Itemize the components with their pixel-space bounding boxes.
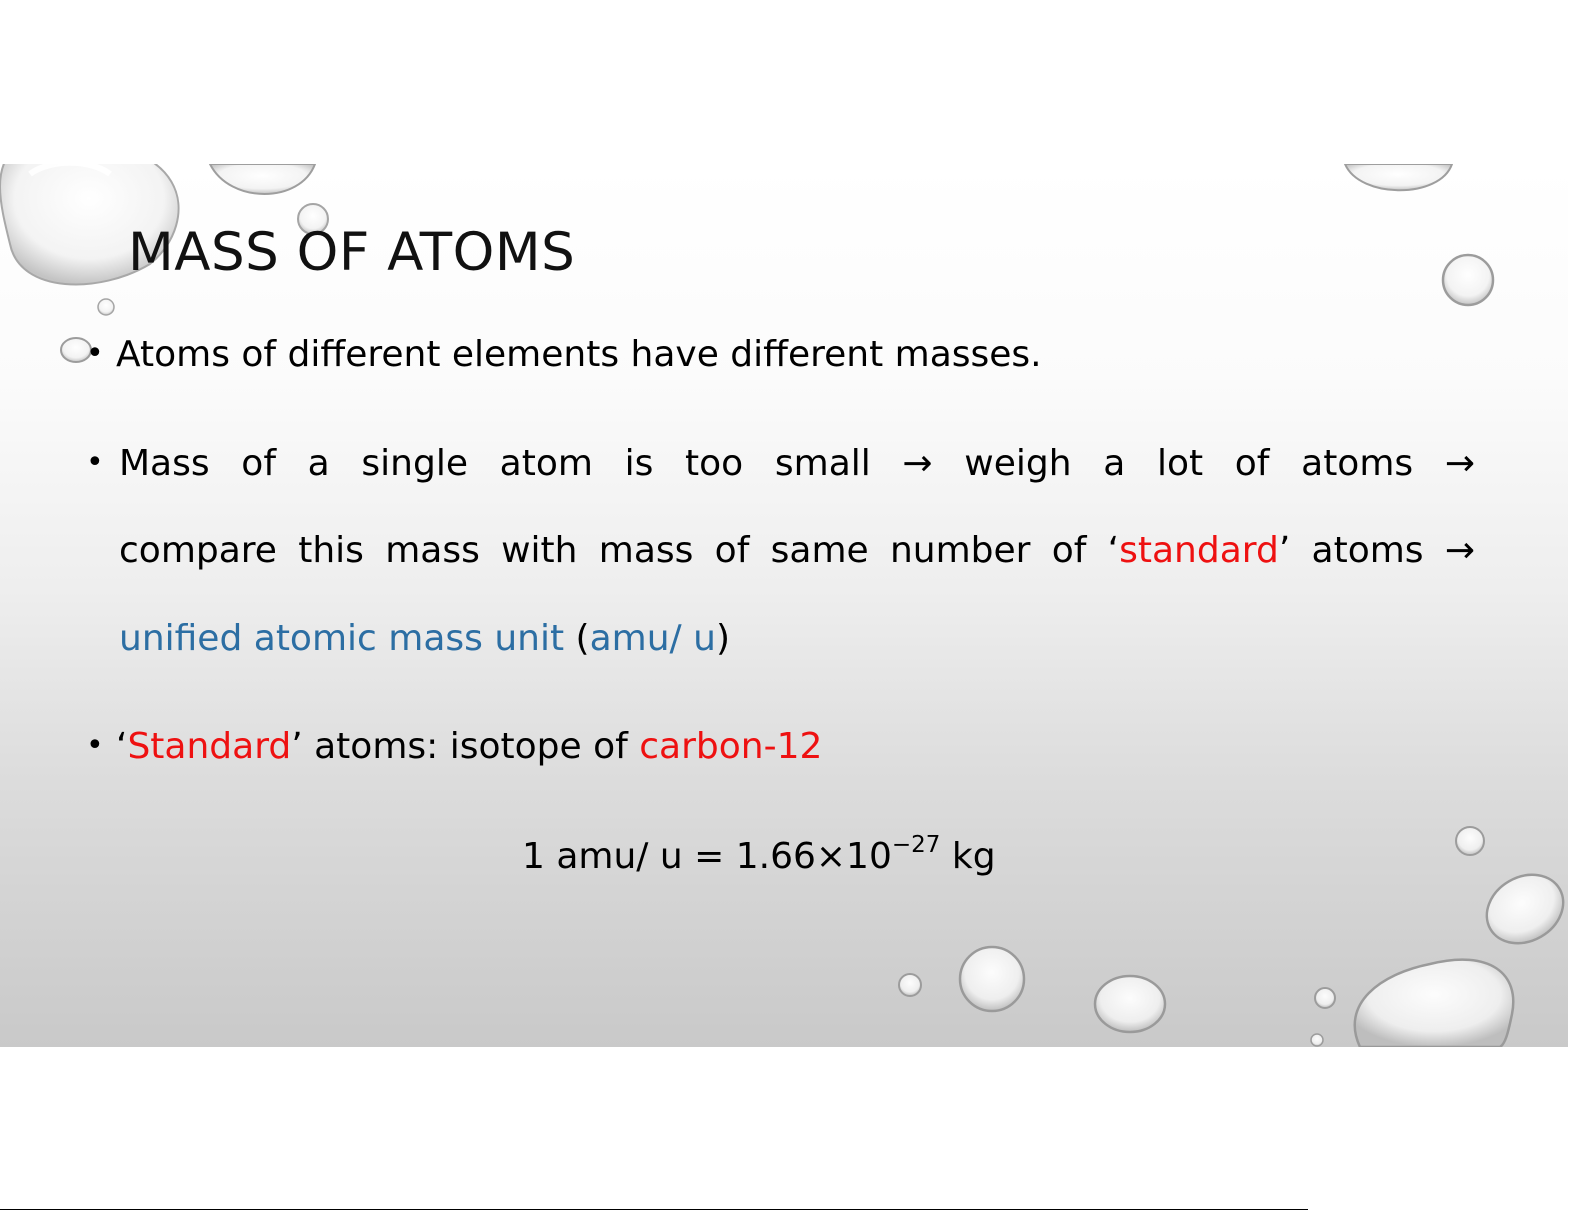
bullet-item [86,726,822,767]
water-drop [1355,960,1514,1047]
amu-formula [522,832,996,877]
highlight-standard: standard [1119,530,1279,571]
water-drop [1311,1034,1323,1046]
water-drop [1456,827,1484,855]
formula-lhs: 1 amu/ u = 1.66×10 [522,836,892,877]
formula-unit: kg [940,836,996,877]
water-drop [960,947,1024,1011]
water-drop [1345,164,1452,190]
bullet-item [86,443,116,484]
bullet-item [86,334,1042,375]
text-segment: ’ atoms: isotope of [291,726,640,767]
water-drop [1315,988,1335,1008]
text-segment: ( [564,618,590,659]
slide [0,164,1568,1047]
water-drop [98,299,114,315]
bullet-glyph: • [86,445,104,480]
bullet-glyph: • [86,336,104,371]
water-drop [1095,976,1165,1032]
water-drop [210,164,315,194]
text-segment: ’ atoms → [1278,530,1475,571]
bullet-glyph: • [86,728,104,763]
bullet-text-line: Mass of a single atom is too small → weigh a lot of atoms → [119,443,1475,484]
water-drop [1474,861,1568,956]
text-segment: ‘ [116,726,128,767]
page-divider [0,1209,1308,1210]
text-segment: ) [715,618,730,659]
text-segment: compare this mass with mass of same number of ‘ [119,530,1120,571]
highlight-standard: Standard [127,726,292,767]
term-abbreviation: amu/ u [589,618,716,659]
formula-exponent: −27 [891,832,941,858]
bullet-text: Atoms of different elements have different masses. [116,334,1042,375]
water-drop [899,974,921,996]
highlight-carbon-12: carbon-12 [639,726,823,767]
bullet-text-line [119,618,730,659]
water-drops-decoration [0,164,1568,1047]
water-drop [1443,255,1493,305]
term-unified-atomic-mass-unit: unified atomic mass unit [119,618,565,659]
bullet-text-line [119,530,1475,571]
slide-title: MASS OF ATOMS [128,222,576,283]
